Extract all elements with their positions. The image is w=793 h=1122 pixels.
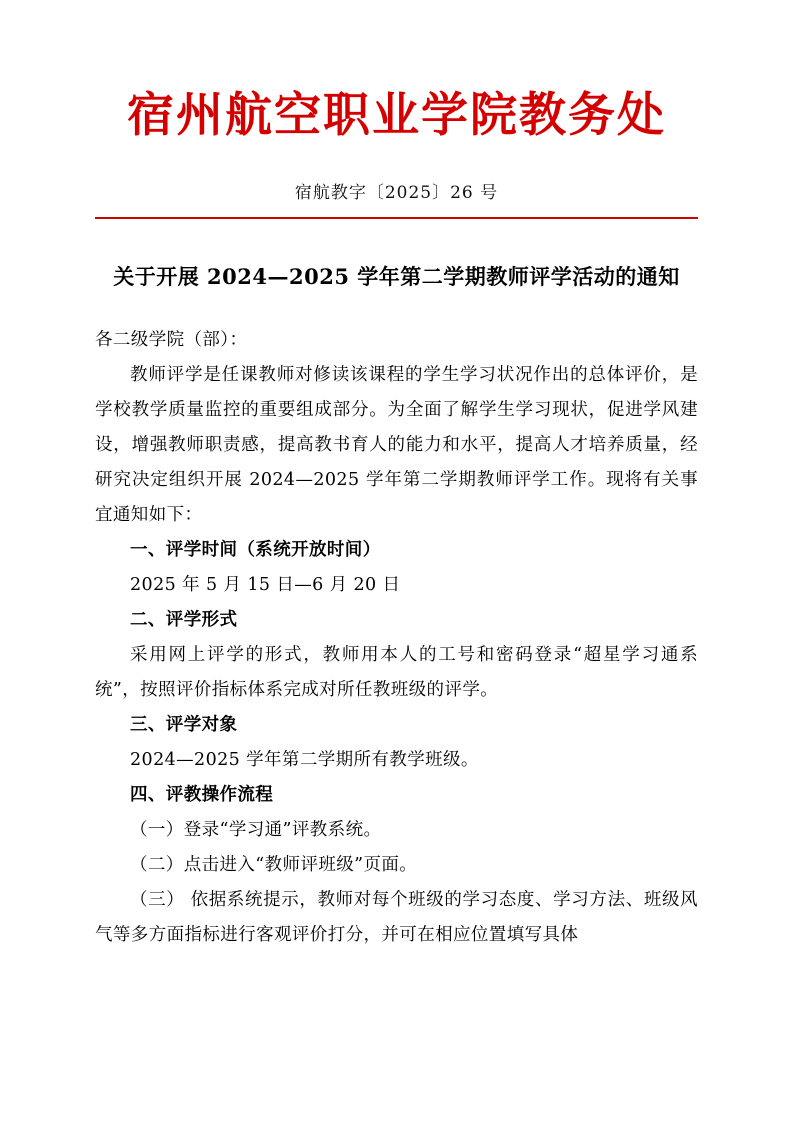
section-heading-4: 四、评教操作流程 [130, 784, 274, 805]
section-1-line-1: 2025 年 5 月 15 日—6 月 20 日 [130, 574, 401, 595]
intro-paragraph: 教师评学是任课教师对修读该课程的学生学习状况作出的总体评价，是学校教学质量监控的重要组成部分。为全面了解学生学习现状，促进学风建设，增强教师职责感，提高教书育人的能力和水平，提高人才培养质量，经研究决定组织开展 2024—2025 学年第二学期教师评学工作。现将有关事宜通知如下： [95, 364, 698, 525]
section-heading-2: 二、评学形式 [130, 609, 238, 630]
section-3-line-1: 2024—2025 学年第二学期所有教学班级。 [130, 749, 479, 770]
section-heading-3: 三、评学对象 [130, 714, 238, 735]
section-heading-1: 一、评学时间（系统开放时间） [130, 539, 381, 560]
document-number: 宿航教字〔2025〕26 号 [294, 183, 499, 204]
red-divider-rule [95, 217, 698, 219]
organization-title: 宿州航空职业学院教务处 [127, 88, 666, 143]
section-4-line-1: （一）登录“学习通”评教系统。 [130, 819, 382, 840]
salutation: 各二级学院（部）： [95, 329, 248, 350]
document-header [95, 0, 698, 203]
section-4-line-3: （三） 依据系统提示，教师对每个班级的学习态度、学习方法、班级风气等多方面指标进行客观评价打分，并可在相应位置填写具体 [95, 889, 698, 945]
section-4-line-2: （二）点击进入“教师评班级”页面。 [130, 854, 418, 875]
section-2-line-1: 采用网上评学的形式，教师用本人的工号和密码登录“超星学习通系统”，按照评价指标体系完成对所任教班级的评学。 [95, 644, 698, 700]
document-body [95, 323, 698, 953]
page-title: 关于开展 2024—2025 学年第二学期教师评学活动的通知 [113, 264, 680, 290]
